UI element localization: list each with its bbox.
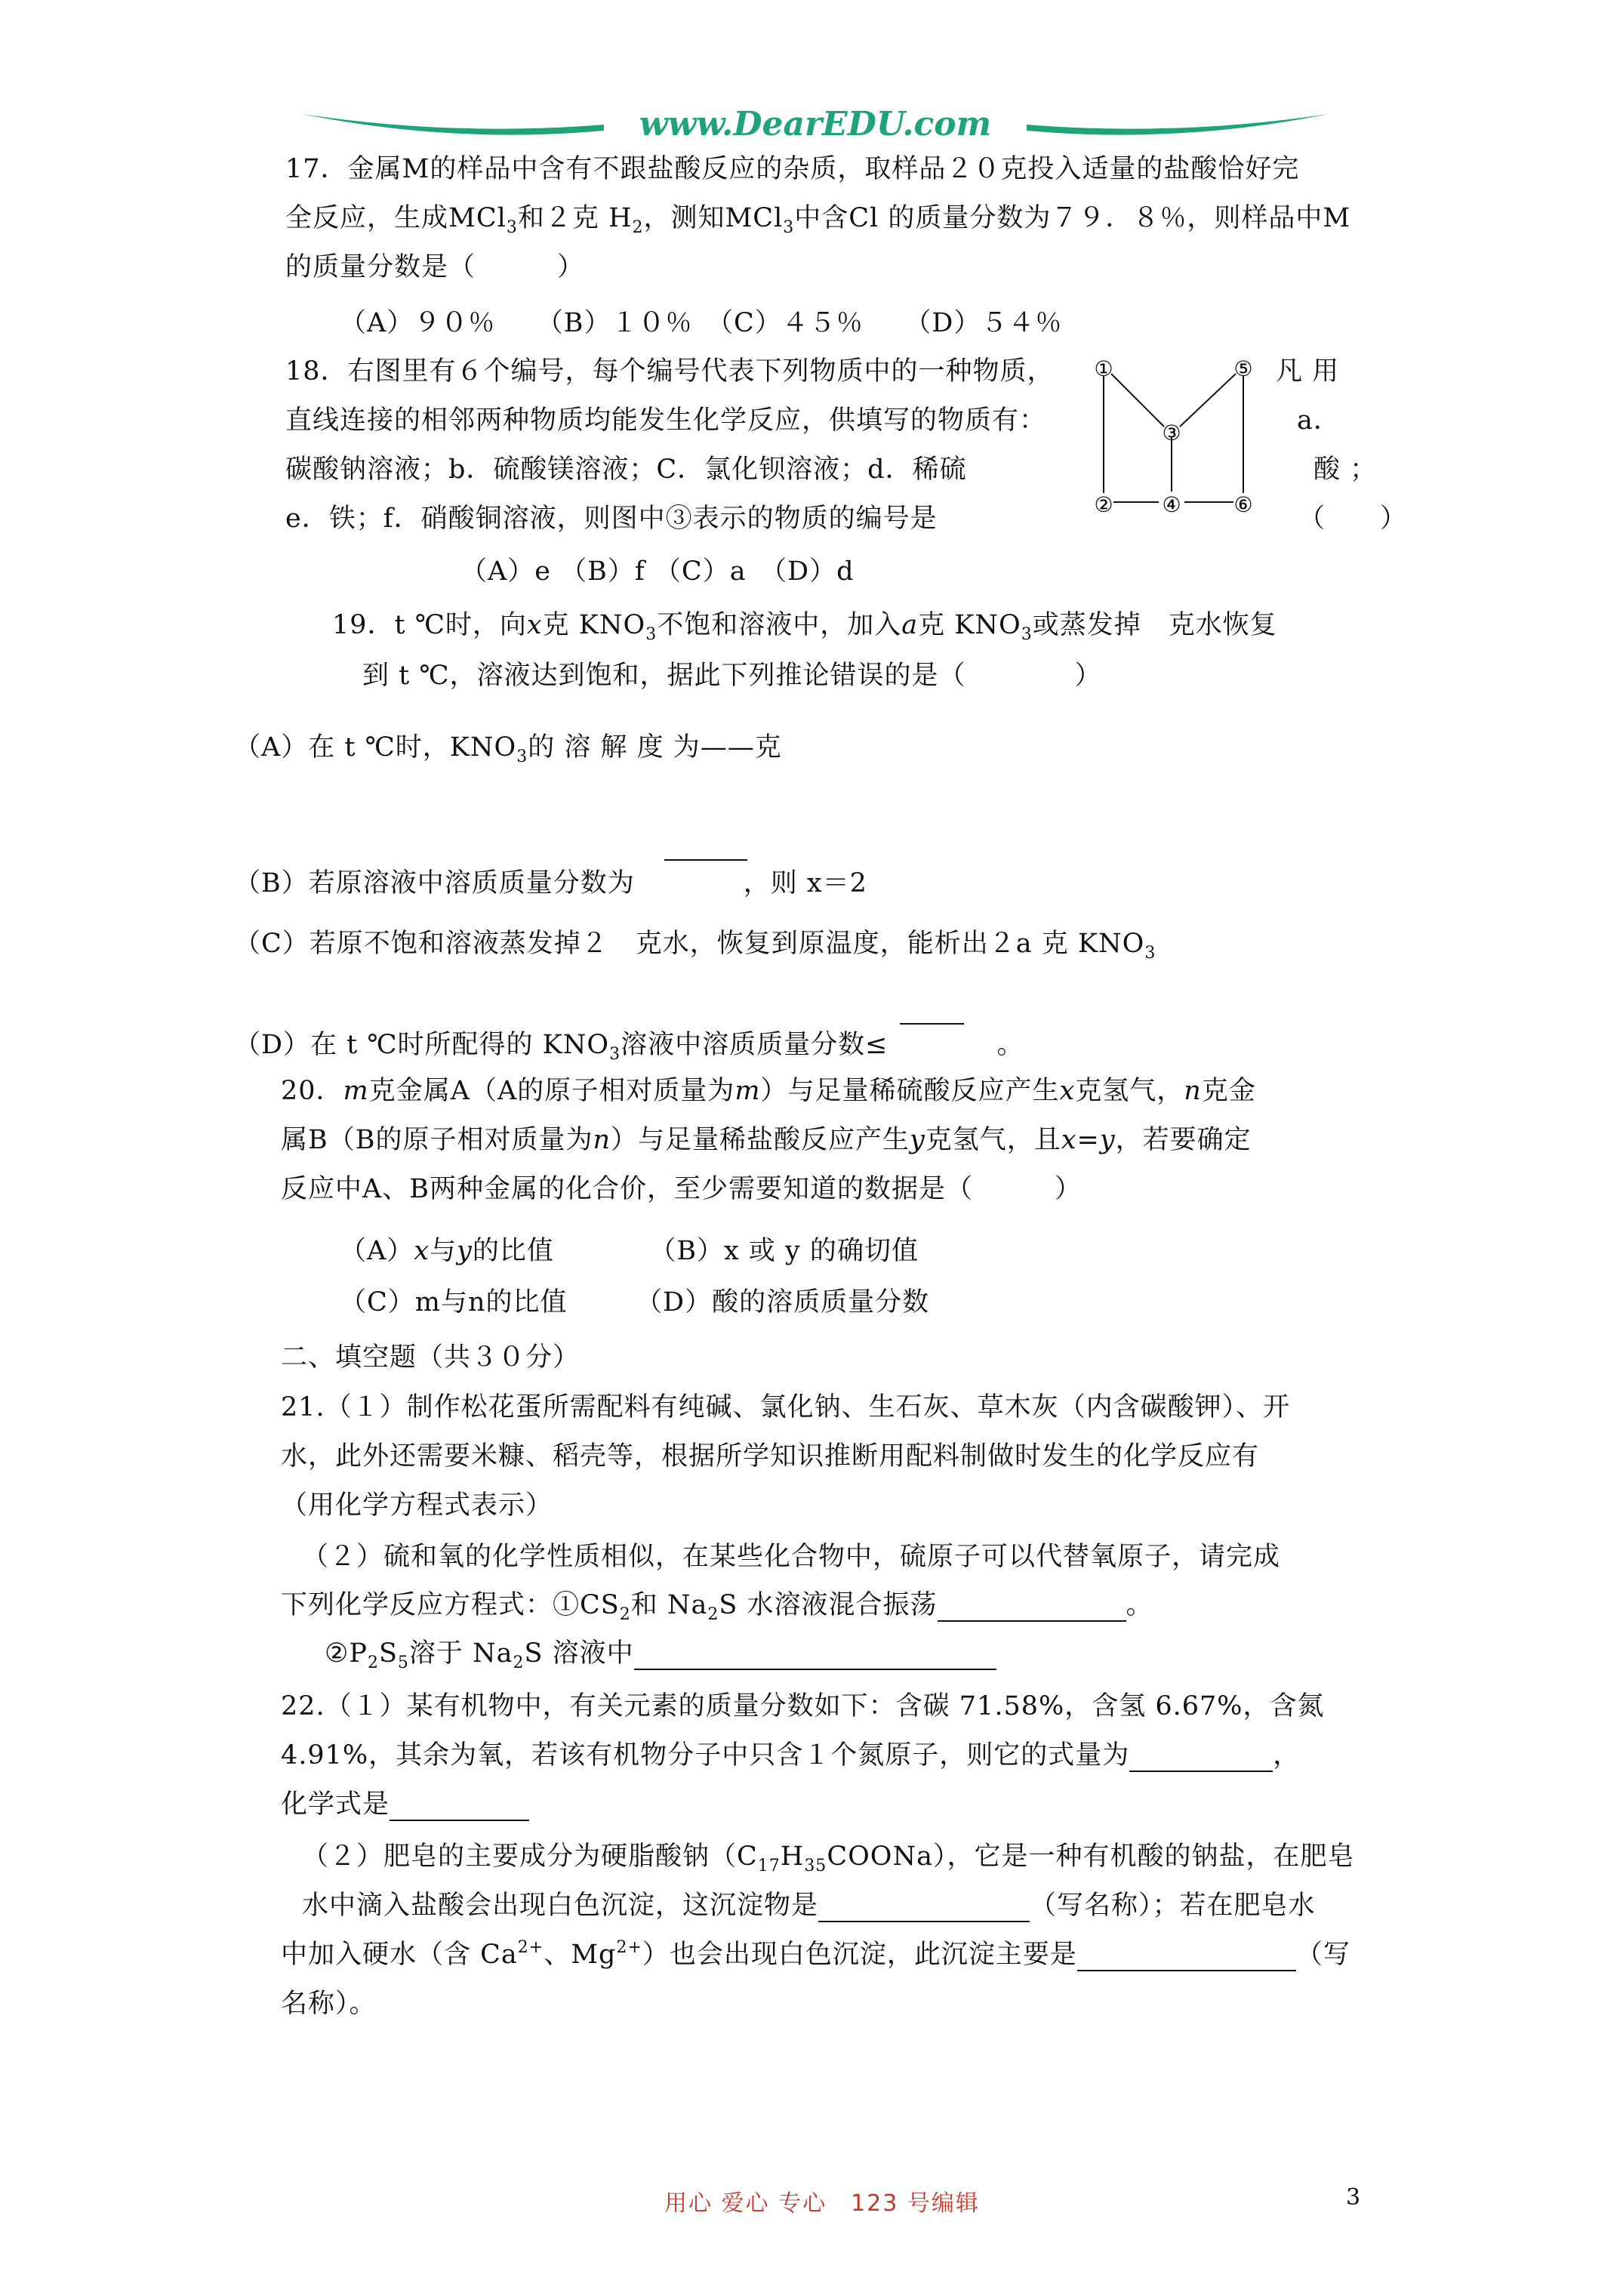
- q18-right-text-2: a．: [1297, 405, 1341, 436]
- text-segment: ）与足量稀硫酸反应产生: [760, 1076, 1060, 1106]
- q19-line-5: [234, 927, 1156, 963]
- q19-line-2: [362, 659, 1101, 692]
- text-segment: 或蒸发掉 克水恢复: [1032, 610, 1277, 640]
- q20-line-3: [281, 1173, 1082, 1206]
- subscript: 5: [397, 1653, 409, 1672]
- answer-blank: [390, 1794, 529, 1821]
- text-segment: ）也会出现白色沉淀，此沉淀主要是: [642, 1940, 1077, 1970]
- subscript: 2: [707, 1605, 719, 1624]
- text-segment: 全反应，生成MCl: [285, 203, 507, 233]
- subscript: 2: [367, 1653, 379, 1672]
- q22-line-1: [281, 1690, 1325, 1723]
- subscript: 2: [619, 1605, 631, 1624]
- answer-blank: [818, 1895, 1030, 1922]
- q22-line-2: [281, 1739, 1300, 1772]
- subscript: 17: [757, 1857, 781, 1875]
- text-segment: 18．右图里有６个编号，每个编号代表下列物质中的一种物质，: [285, 356, 1055, 387]
- text-segment: 和 Na: [630, 1590, 708, 1620]
- italic-variable: n: [593, 1125, 611, 1155]
- dearedu-logo: [302, 102, 1329, 147]
- q21-line-3: [281, 1489, 553, 1522]
- q18-line-4: [285, 502, 938, 535]
- fraction-bar-1: [664, 859, 747, 861]
- q18-right-text-3: 酸 ；: [1313, 455, 1378, 485]
- italic-variable: m: [343, 1076, 369, 1106]
- text-segment: 克氢气，: [1075, 1076, 1184, 1106]
- q22-line-6: [281, 1938, 1350, 1971]
- text-segment: 21.（１）制作松花蛋所需配料有纯碱、氯化钠、生石灰、草木灰（内含碳酸钾）、开: [281, 1392, 1291, 1422]
- text-segment: 中加入硬水（含 Ca: [281, 1940, 518, 1970]
- q17-line-4: [340, 307, 1062, 340]
- q21-line-2: [281, 1440, 1259, 1473]
- text-segment: （B）若原溶液中溶质质量分数为 ，则 x＝2: [234, 868, 867, 898]
- diagram-node-5: ④: [1162, 492, 1181, 517]
- subscript: 3: [783, 218, 795, 237]
- q19-line-4: [234, 867, 867, 900]
- italic-variable: x: [414, 1236, 430, 1266]
- text-segment: 克氢气，且: [925, 1125, 1061, 1155]
- q19-line-6: [234, 1028, 1024, 1062]
- diagram-node-2: ⑤: [1233, 356, 1253, 381]
- q20-line-1: [281, 1074, 1256, 1108]
- italic-variable: x=y: [1061, 1125, 1116, 1155]
- text-segment: 克金: [1201, 1076, 1256, 1106]
- text-segment: 。: [1126, 1590, 1153, 1620]
- text-segment: （D）在 t ℃时所配得的 KNO: [234, 1030, 610, 1060]
- text-segment: e．铁；f．硝酸铜溶液，则图中③表示的物质的编号是: [285, 504, 938, 534]
- text-segment: 22.（１）某有机物中，有关元素的质量分数如下：含碳 71.58%，含氢 6.67%，含氮: [281, 1691, 1325, 1721]
- text-segment: 克金属A（A的原子相对质量为: [368, 1076, 735, 1106]
- subscript: 2: [513, 1653, 525, 1672]
- text-segment: 19．t ℃时，向: [332, 610, 527, 640]
- text-segment: （A）９０％ （B）１０％ （C）４５％ （D）５４％: [340, 308, 1063, 338]
- logo-swoosh-left: [302, 114, 604, 135]
- text-segment: 水中滴入盐酸会出现白色沉淀，这沉淀物是: [302, 1891, 819, 1921]
- q18-line-2: [285, 404, 1046, 437]
- text-segment: 水，此外还需要米糠、稻壳等，根据所学知识推断用配料制做时发生的化学反应有: [281, 1441, 1260, 1472]
- text-segment: （A）: [340, 1236, 414, 1266]
- text-segment: 直线连接的相邻两种物质均能发生化学反应，供填写的物质有：: [285, 405, 1047, 436]
- text-segment: 碳酸钠溶液；b．硫酸镁溶液；C．氯化钡溶液；d．稀硫: [285, 455, 967, 485]
- text-segment: 克 KNO: [918, 610, 1021, 640]
- text-segment: 20．: [281, 1076, 343, 1106]
- subscript: 35: [804, 1857, 827, 1875]
- diagram-node-4: ②: [1094, 492, 1113, 517]
- text-segment: 与: [430, 1236, 457, 1266]
- subscript: 3: [609, 1045, 621, 1064]
- text-segment: ②P: [325, 1638, 368, 1669]
- text-segment: 溶于 Na: [408, 1638, 513, 1669]
- q17-line-2: [285, 202, 1350, 235]
- q19-line-1: [332, 609, 1277, 642]
- italic-variable: m: [735, 1076, 761, 1106]
- q20-line-2: [281, 1123, 1252, 1157]
- text-segment: 反应中A、B两种金属的化合价，至少需要知道的数据是（ ）: [281, 1174, 1082, 1204]
- edge-5-3: [1180, 374, 1236, 427]
- text-segment: （C）若原不饱和溶液蒸发掉２ 克水，恢复到原温度，能析出２a 克 KNO: [234, 929, 1145, 959]
- logo-text: www.DearEDU.com: [639, 105, 992, 143]
- answer-blank: [1129, 1745, 1273, 1772]
- diagram-node-1: ①: [1094, 356, 1113, 381]
- text-segment: 到 t ℃，溶液达到饱和，据此下列推论错误的是（ ）: [362, 661, 1102, 691]
- section2-line-1: [281, 1341, 580, 1374]
- answer-blank: [1077, 1944, 1296, 1971]
- italic-variable: y: [910, 1125, 925, 1155]
- text-segment: （C）m与n的比值 （D）酸的溶质质量分数: [340, 1287, 930, 1318]
- text-segment: 4.91%，其余为氧，若该有机物分子中只含１个氮原子，则它的式量为: [281, 1740, 1130, 1771]
- q18-right-text-4: （ ）: [1298, 504, 1408, 534]
- text-segment: 克 KNO: [542, 610, 646, 640]
- q18-right-text-1: 凡 用: [1276, 356, 1340, 387]
- q18-line-5: [460, 555, 855, 588]
- q22-line-4: [302, 1840, 1354, 1873]
- text-segment: （A）在 t ℃时，KNO: [234, 732, 517, 763]
- q21-line-6: [325, 1637, 996, 1670]
- q22-line-5: [302, 1889, 1316, 1922]
- text-segment: 下列化学反应方程式：①CS: [281, 1590, 620, 1620]
- text-segment: H: [780, 1841, 805, 1872]
- text-segment: 名称）。: [281, 1989, 377, 2019]
- text-segment: ，测知MCl: [643, 203, 784, 233]
- text-segment: ）与足量稀盐酸反应产生: [611, 1125, 910, 1155]
- subscript: 3: [645, 625, 658, 644]
- q20-line-4: [340, 1234, 919, 1268]
- q22-line-7: [281, 1987, 377, 2020]
- text-segment: （A）e （B）f （C）a （D）d: [460, 556, 855, 587]
- italic-variable: x: [526, 610, 543, 640]
- text-segment: COONa），它是一种有机酸的钠盐，在肥皂: [827, 1841, 1355, 1872]
- italic-variable: n: [1184, 1076, 1202, 1106]
- text-segment: 中含Cl 的质量分数为７９．８％，则样品中M: [794, 203, 1351, 233]
- q18-line-1: [285, 355, 1055, 388]
- answer-blank: [938, 1595, 1126, 1622]
- text-segment: 溶液中溶质质量分数≤ 。: [621, 1030, 1024, 1060]
- text-segment: 17．金属M的样品中含有不跟盐酸反应的杂质，取样品２０克投入适量的盐酸恰好完: [285, 154, 1300, 184]
- text-segment: 和２克 H: [517, 203, 633, 233]
- text-segment: ，: [1273, 1740, 1301, 1771]
- reaction-diagram: [1087, 355, 1268, 517]
- page-number: 3: [1346, 2184, 1361, 2211]
- text-segment: S: [378, 1638, 398, 1669]
- text-segment: 不饱和溶液中，加入: [657, 610, 902, 640]
- superscript: 2+: [517, 1938, 544, 1957]
- text-segment: （用化学方程式表示）: [281, 1490, 553, 1521]
- text-segment: 的质量分数是（ ）: [285, 252, 585, 282]
- italic-variable: y: [457, 1236, 473, 1266]
- subscript: 3: [506, 218, 518, 237]
- italic-variable: x: [1059, 1076, 1076, 1106]
- text-segment: ，若要确定: [1115, 1125, 1252, 1155]
- q21-line-1: [281, 1391, 1290, 1424]
- superscript: 2+: [616, 1938, 642, 1957]
- diagram-node-3: ③: [1162, 421, 1181, 445]
- q20-line-5: [340, 1286, 929, 1319]
- footer-note: 用心 爱心 专心 123 号编辑: [664, 2190, 980, 2217]
- text-segment: S 溶液中: [524, 1638, 634, 1669]
- q21-line-5: [281, 1589, 1153, 1622]
- text-segment: S 水溶液混合振荡: [719, 1590, 938, 1620]
- q18-line-3: [285, 453, 967, 486]
- diagram-node-6: ⑥: [1233, 492, 1253, 517]
- text-segment: （写: [1295, 1940, 1350, 1970]
- edge-1-3: [1111, 374, 1164, 427]
- text-segment: 化学式是: [281, 1789, 390, 1820]
- q17-line-3: [285, 251, 584, 284]
- text-segment: 、Mg: [544, 1940, 617, 1970]
- text-segment: 二、填空题（共３０分）: [281, 1342, 581, 1373]
- subscript: 2: [632, 218, 644, 237]
- answer-blank: [634, 1643, 996, 1670]
- logo-swoosh-right: [1027, 114, 1329, 135]
- q17-line-1: [285, 153, 1299, 186]
- q21-line-4: [302, 1540, 1280, 1573]
- subscript: 3: [1021, 625, 1033, 644]
- q22-line-3: [281, 1788, 529, 1821]
- text-segment: （２）硫和氧的化学性质相似，在某些化合物中，硫原子可以代替氧原子，请完成: [302, 1542, 1281, 1572]
- fraction-bar-2: [900, 1023, 964, 1025]
- subscript: 3: [1144, 944, 1156, 963]
- q19-line-3: [234, 731, 782, 764]
- italic-variable: a: [901, 610, 919, 640]
- text-segment: （２）肥皂的主要成分为硬脂酸钠（C: [302, 1841, 758, 1872]
- text-segment: 属B（B的原子相对质量为: [281, 1125, 593, 1155]
- text-segment: （写名称）；若在肥皂水: [1030, 1891, 1316, 1921]
- subscript: 3: [516, 747, 528, 766]
- text-segment: 的比值 （B）x 或 y 的确切值: [472, 1236, 919, 1266]
- text-segment: 的 溶 解 度 为——克: [528, 732, 782, 763]
